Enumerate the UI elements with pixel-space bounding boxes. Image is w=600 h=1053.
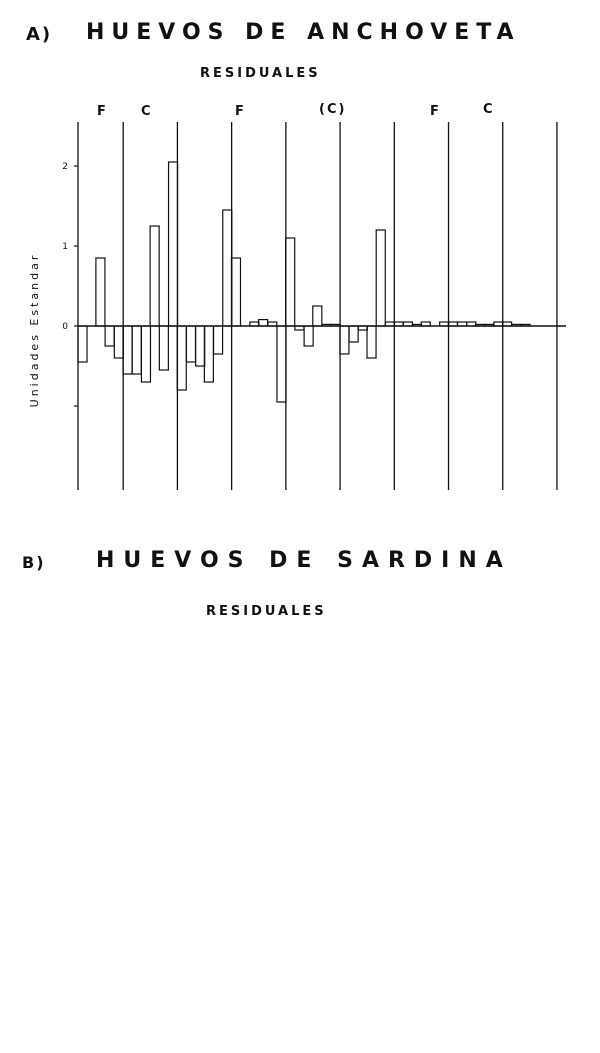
period-mark-c-3: C (483, 102, 495, 117)
panel-b-title: HUEVOS DE SARDINA (96, 548, 512, 573)
period-mark-f-3: F (430, 104, 441, 119)
period-mark-f-1: F (97, 104, 108, 119)
panel-a-label: A) (26, 24, 53, 45)
panel-a-title: HUEVOS DE ANCHOVETA (86, 20, 521, 45)
panel-a-subtitle: RESIDUALES (200, 66, 321, 81)
period-mark-f-2: F (235, 104, 246, 119)
y-tick-label: 0 (62, 322, 68, 332)
panel-b-subtitle: RESIDUALES (206, 604, 327, 619)
y-tick-label: 1 (62, 242, 68, 252)
panel-b-label: B) (22, 553, 46, 572)
y-tick-label: 2 (62, 162, 68, 172)
y-axis-label: Unidades Estandar (28, 252, 41, 408)
period-mark-c-1: C (141, 104, 153, 119)
period-mark-c-2: (C) (319, 102, 347, 117)
